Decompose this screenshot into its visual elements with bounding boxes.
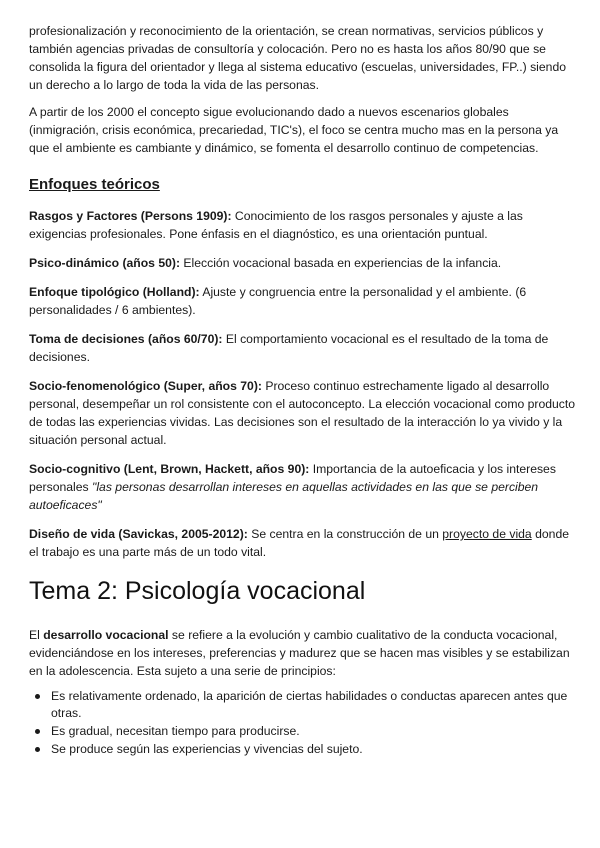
- list-item: [29, 723, 577, 740]
- enfoque-term: Rasgos y Factores (Persons 1909):: [29, 209, 232, 223]
- bullet-icon: [35, 694, 40, 699]
- tema-title: Tema 2: Psicología vocacional: [29, 577, 366, 605]
- list-item: [29, 741, 577, 758]
- enfoque-text: Proceso continuo estrechamente ligado al desarrollo personal, desempeñar un rol consistente con el autoconcepto. La elección vocacional como producto de todas las experiencias vividas. Las decisiones son el resultado de la interacción lo ya vivido y la situación personal actual.: [29, 379, 576, 447]
- enfoque-item: [29, 207, 577, 243]
- list-item-text: Se produce según las experiencias y vivencias del sujeto.: [51, 742, 363, 756]
- enfoque-text: Elección vocacional basada en experiencias de la infancia.: [180, 256, 502, 270]
- enfoque-item: [29, 460, 577, 514]
- principles-list: [29, 688, 577, 758]
- bullet-icon: [35, 729, 40, 734]
- enfoque-text: Conocimiento de los rasgos personales y ajuste a las exigencias profesionales. Pone énfasis en el diagnóstico, es una orientación puntual.: [29, 209, 523, 241]
- enfoque-term: Socio-fenomenológico (Super, años 70):: [29, 379, 262, 393]
- document-content: [29, 22, 577, 759]
- enfoque-text: Se centra en la construcción de un: [247, 527, 443, 541]
- enfoque-text: Ajuste y congruencia entre la personalidad y el ambiente. (6 personalidades / 6 ambientes).: [29, 285, 527, 317]
- bullet-icon: [35, 747, 40, 752]
- section-heading-enfoques: Enfoques teóricos: [29, 176, 160, 193]
- proyecto-de-vida-link[interactable]: proyecto de vida: [442, 527, 532, 541]
- enfoque-item: [29, 254, 577, 272]
- tema-intro-bold: desarrollo vocacional: [43, 628, 169, 642]
- enfoque-text: Importancia de la autoeficacia y los intereses personales: [29, 462, 556, 494]
- enfoque-term: Enfoque tipológico (Holland):: [29, 285, 200, 299]
- enfoque-term: Socio-cognitivo (Lent, Brown, Hackett, años 90):: [29, 462, 310, 476]
- tema-intro-paragraph: [29, 626, 577, 680]
- enfoque-text-tail: donde el trabajo es una parte más de un todo vital.: [29, 527, 569, 559]
- enfoque-item: [29, 377, 577, 449]
- list-item-text: Es relativamente ordenado, la aparición de ciertas habilidades o conductas aparecen antes que otras.: [51, 689, 568, 720]
- intro-paragraph-1: profesionalización y reconocimiento de la orientación, se crean normativas, servicios públicos y también agencias privadas de consultoría y colocación. Pero no es hasta los años 80/90 que se consolida la figura del orientador y llega al sistema educativo (escuelas, universidades, FP..) siendo un derecho a lo largo de toda la vida de las personas.: [29, 24, 566, 92]
- enfoque-text: El comportamiento vocacional es el resultado de la toma de decisiones.: [29, 332, 549, 364]
- intro-paragraph-2: A partir de los 2000 el concepto sigue evolucionando dado a nuevos escenarios globales (inmigración, crisis económica, precariedad, TIC's), el foco se centra mucho mas en la persona ya que el ambiente es cambiante y dinámico, se fomenta el desarrollo continuo de competencias.: [29, 105, 559, 155]
- enfoque-term: Diseño de vida (Savickas, 2005-2012):: [29, 527, 248, 541]
- enfoque-term: Toma de decisiones (años 60/70):: [29, 332, 223, 346]
- enfoque-item: [29, 330, 577, 366]
- enfoque-item: [29, 525, 577, 561]
- enfoque-quote: "las personas desarrollan intereses en aquellas actividades en las que se perciben autoeficaces": [29, 480, 539, 512]
- enfoque-term: Psico-dinámico (años 50):: [29, 256, 181, 270]
- enfoque-item: [29, 283, 577, 319]
- list-item-text: Es gradual, necesitan tiempo para producirse.: [51, 724, 300, 738]
- tema-intro-post: se refiere a la evolución y cambio cualitativo de la conducta vocacional, evidenciándose en los intereses, preferencias y madurez que se hacen mas visibles y se estabilizan en la adolescencia. Esta sujeto a una serie de principios:: [29, 628, 570, 678]
- list-item: [29, 688, 577, 722]
- tema-intro-pre: El: [29, 628, 44, 642]
